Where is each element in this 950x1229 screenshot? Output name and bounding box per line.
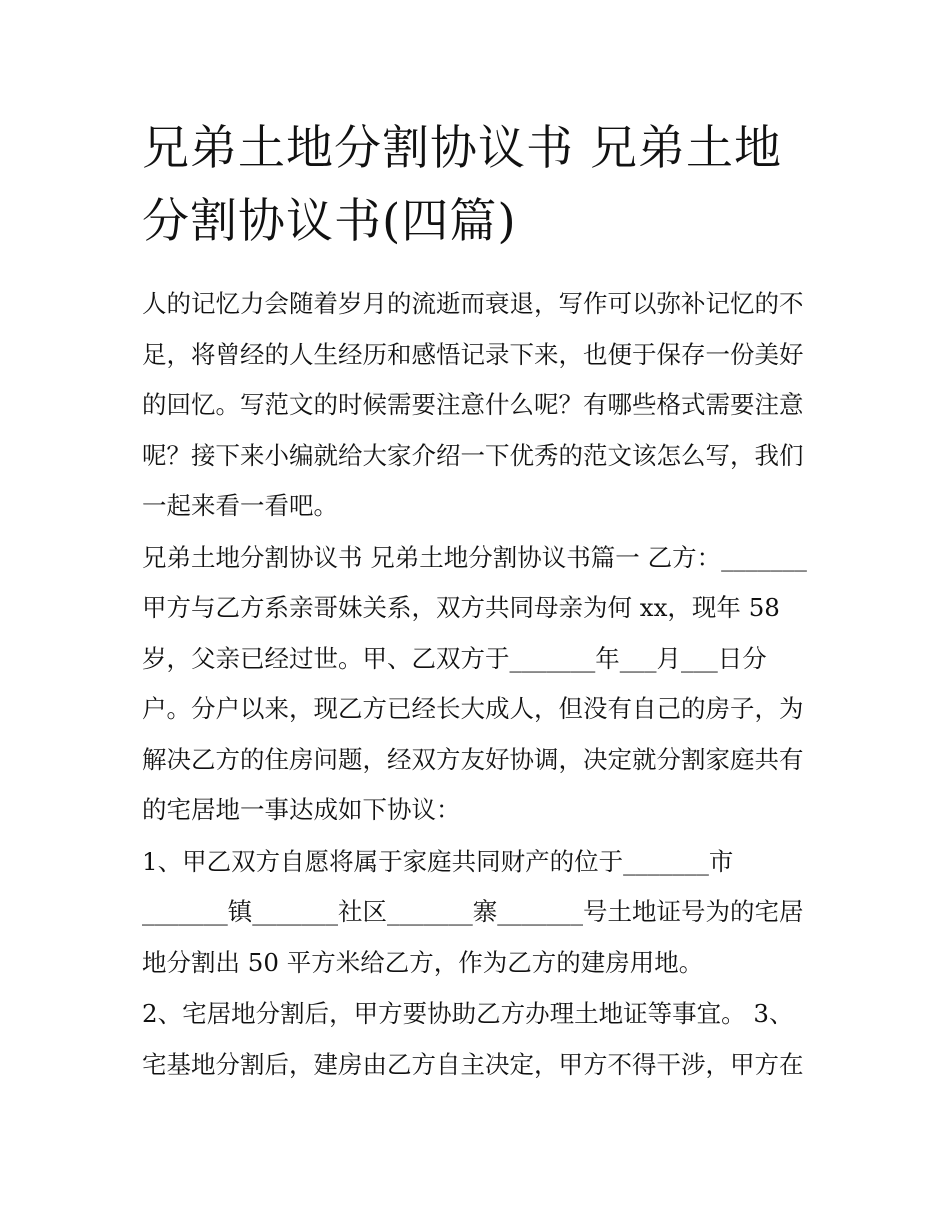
text-line: 户。分户以来，现乙方已经长大成人，但没有自己的房子，为 (142, 694, 804, 723)
text-line: 1、甲乙双方自愿将属于家庭共同财产的位于_______市 (142, 846, 734, 876)
text-line: 人的记忆力会随着岁月的流逝而衰退，写作可以弥补记忆的不 (142, 289, 804, 318)
text-line: 宅基地分割后，建房由乙方自主决定，甲方不得干涉，甲方在 (142, 1049, 804, 1079)
text-line: 足，将曾经的人生经历和感悟记录下来，也便于保存一份美好 (142, 339, 804, 369)
intro-paragraph (142, 279, 812, 532)
text-line: 地分割出 50 平方米给乙方，作为乙方的建房用地。 (142, 947, 704, 977)
text-line: 甲方与乙方系亲哥妹关系，双方共同母亲为何 xx，现年 58 (142, 593, 780, 622)
text-line: 的宅居地一事达成如下协议： (142, 795, 461, 824)
section-paragraph (142, 533, 812, 836)
clause-2 (142, 989, 812, 1090)
text-line: 岁，父亲已经过世。甲、乙双方于_______年___月___日分 (142, 643, 767, 673)
title-line: 分割协议书(四篇) (142, 194, 517, 249)
document-title (142, 112, 822, 258)
text-line: _______镇_______社区_______寨_______号土地证号为的宅居 (142, 897, 804, 926)
text-line: 解决乙方的住房问题，经双方友好协调，决定就分割家庭共有 (142, 744, 804, 774)
text-line: 一起来看一看吧。 (142, 491, 338, 520)
text-line: 的回忆。写范文的时候需要注意什么呢？有哪些格式需要注意 (142, 390, 804, 419)
title-line: 兄弟土地分割协议书 兄弟土地 (142, 121, 782, 176)
text-line: 2、宅居地分割后，甲方要协助乙方办理土地证等事宜。 3、 (142, 999, 794, 1028)
text-line: 兄弟土地分割协议书 兄弟土地分割协议书篇一 乙方：_______ (142, 542, 807, 572)
clause-1 (142, 837, 812, 989)
document-body (142, 279, 812, 1090)
text-line: 呢？接下来小编就给大家介绍一下优秀的范文该怎么写，我们 (142, 440, 804, 470)
